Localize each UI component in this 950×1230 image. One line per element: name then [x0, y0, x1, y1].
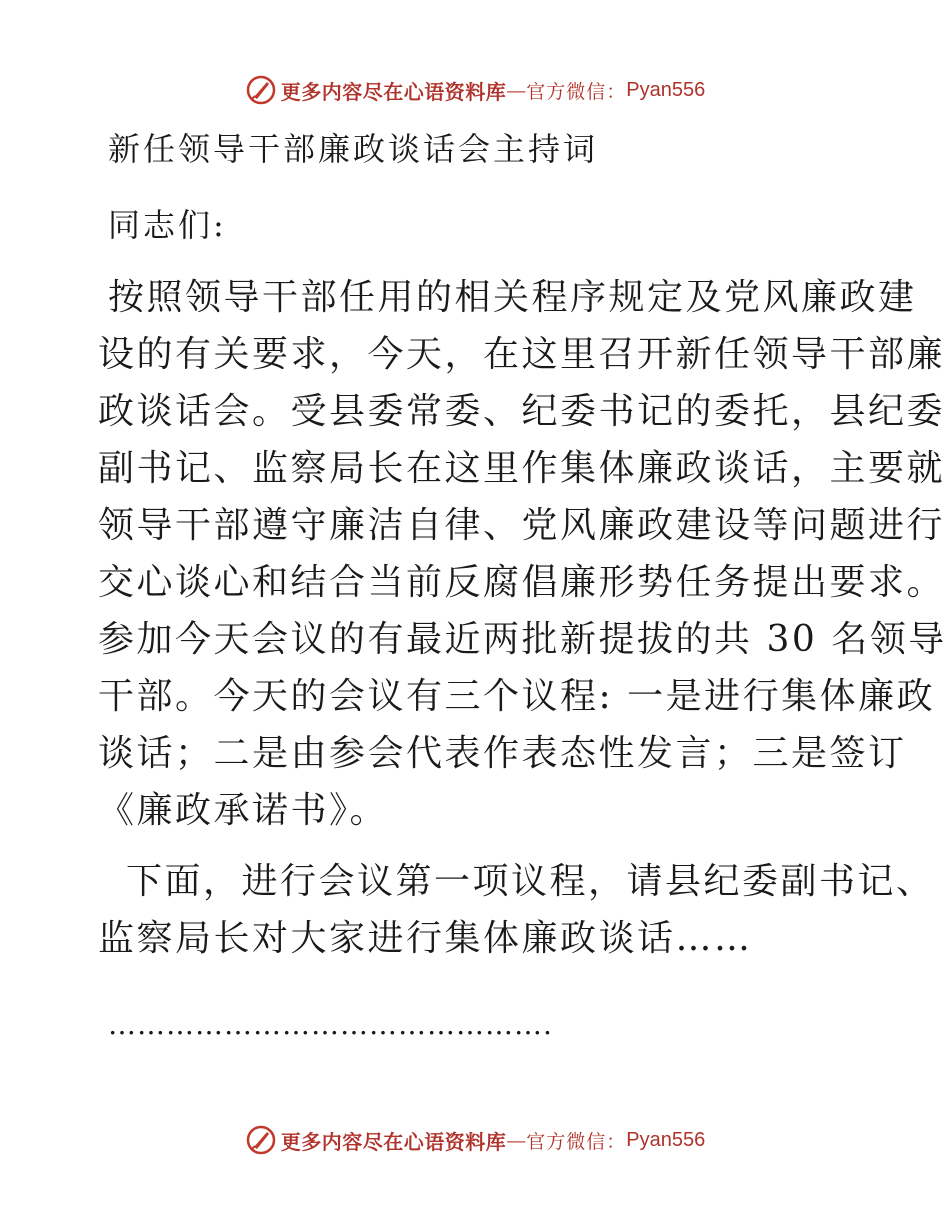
header-banner	[0, 72, 950, 108]
paragraph1-line: 《廉政承诺书》。	[98, 790, 389, 831]
banner-text: 更多内容尽在心语资料库	[280, 79, 507, 104]
banner-separator: —	[506, 1128, 527, 1152]
paragraph1-line: 领导干部遵守廉洁自律、党风廉政建设等问题进行	[98, 505, 946, 546]
banner-wechat-label: 官方微信：	[526, 1130, 627, 1153]
document-title: 新任领导干部廉政谈话会主持词	[108, 130, 599, 168]
paragraph1-line: 谈话；二是由参会代表作表态性发言；三是签订	[98, 733, 907, 774]
banner-text: 更多内容尽在心语资料库	[280, 1129, 507, 1154]
salutation: 同志们:	[108, 206, 227, 244]
paragraph1-line: 设的有关要求，今天，在这里召开新任领导干部廉	[98, 334, 946, 375]
quill-logo-icon	[245, 74, 277, 106]
banner-wechat-id: Pyan556	[626, 78, 706, 101]
footer-banner	[0, 1122, 950, 1158]
banner-wechat-label: 官方微信：	[526, 80, 627, 103]
paragraph2-line: 监察局长对大家进行集体廉政谈话……	[98, 918, 753, 959]
banner-separator: —	[506, 78, 527, 102]
paragraph1-line: 干部。今天的会议有三个议程: 一是进行集体廉政	[98, 676, 936, 717]
paragraph1-line: 政谈话会。受县委常委、纪委书记的委托，县纪委	[98, 391, 946, 432]
paragraph1-line: 副书记、监察局长在这里作集体廉政谈话，主要就	[98, 448, 946, 489]
ellipsis-line: ……………………………………….	[108, 1008, 553, 1041]
quill-logo-icon	[245, 1124, 277, 1156]
paragraph2-line: 下面，进行会议第一项议程，请县纪委副书记、	[126, 861, 935, 902]
paragraph1-line: 参加今天会议的有最近两批新提拔的共 30 名领导	[98, 619, 947, 660]
paragraph1-line: 交心谈心和结合当前反腐倡廉形势任务提出要求。	[98, 562, 946, 603]
paragraph1-line: 按照领导干部任用的相关程序规定及党风廉政建	[108, 277, 917, 318]
banner-wechat-id: Pyan556	[626, 1128, 706, 1151]
